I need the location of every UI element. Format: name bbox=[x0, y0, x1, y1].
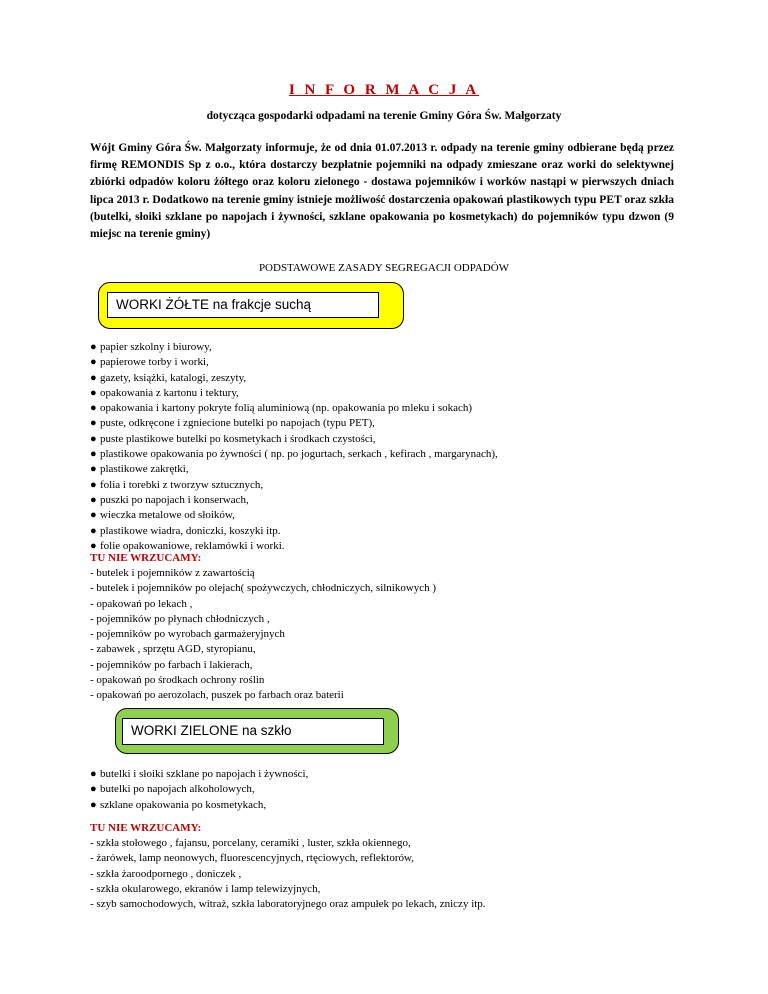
list-item: ● puste plastikowe butelki po kosmetykach i środkach czystości, bbox=[90, 432, 498, 447]
bullet-icon: ● bbox=[90, 402, 97, 415]
bullet-icon: ● bbox=[90, 432, 97, 445]
list-item: ● plastikowe opakowania po żywności ( np. po jogurtach, serkach , kefirach , margarynach), bbox=[90, 447, 498, 462]
bullet-icon: ● bbox=[90, 509, 97, 522]
yellow-bags-badge bbox=[98, 282, 404, 329]
list-item: ● papier szkolny i biurowy, bbox=[90, 340, 498, 355]
list-item: ● butelki i słoiki szklane po napojach i żywności, bbox=[90, 767, 308, 782]
page-subtitle: dotycząca gospodarki odpadami na terenie Gminy Góra Św. Małgorzaty bbox=[206, 110, 562, 122]
list-item: ● folie opakowaniowe, reklamówki i worki. bbox=[90, 539, 498, 554]
bullet-icon: ● bbox=[90, 417, 97, 430]
list-item: - pojemników po płynach chłodniczych , bbox=[90, 612, 270, 625]
section-heading: PODSTAWOWE ZASADY SEGREGACJI ODPADÓW bbox=[258, 262, 510, 274]
list-item: - szkła żaroodpornego , doniczek , bbox=[90, 867, 242, 880]
list-item: - szkła okularowego, ekranów i lamp telewizyjnych, bbox=[90, 882, 321, 895]
list-item: ● puszki po napojach i konserwach, bbox=[90, 493, 498, 508]
list-item: ● papierowe torby i worki, bbox=[90, 355, 498, 370]
green-bags-list bbox=[90, 767, 308, 813]
list-item: ● wieczka metalowe od słoików, bbox=[90, 508, 498, 523]
list-item: ● folia i torebki z tworzyw sztucznych, bbox=[90, 478, 498, 493]
bullet-icon: ● bbox=[90, 493, 97, 506]
bullet-icon: ● bbox=[90, 371, 97, 384]
bullet-icon: ● bbox=[90, 341, 97, 353]
bullet-icon: ● bbox=[90, 463, 97, 476]
bullet-icon: ● bbox=[90, 539, 97, 552]
list-item: - opakowań po środkach ochrony roślin bbox=[90, 674, 265, 687]
page-title: I N F O R M A C J A bbox=[288, 82, 480, 98]
bullet-icon: ● bbox=[90, 448, 97, 461]
yellow-not-allowed-list bbox=[90, 566, 436, 704]
yellow-not-allowed-heading: TU NIE WRZUCAMY: bbox=[90, 552, 202, 564]
list-item: ● opakowania z kartonu i tektury, bbox=[90, 386, 498, 401]
list-item: ● szklane opakowania po kosmetykach, bbox=[90, 798, 308, 813]
list-item: - opakowań po aerozolach, puszek po farbach oraz baterii bbox=[90, 689, 344, 702]
list-item: - zabawek , sprzętu AGD, styropianu, bbox=[90, 643, 256, 656]
green-bags-badge-label: WORKI ZIELONE na szkło bbox=[122, 718, 384, 745]
list-item: ● plastikowe zakrętki, bbox=[90, 462, 498, 477]
bullet-icon: ● bbox=[90, 356, 97, 369]
list-item: ● gazety, książki, katalogi, zeszyty, bbox=[90, 371, 498, 386]
green-not-allowed-heading: TU NIE WRZUCAMY: bbox=[90, 822, 202, 834]
bullet-icon: ● bbox=[90, 798, 97, 811]
green-bags-badge bbox=[115, 708, 399, 754]
intro-paragraph: Wójt Gminy Góra Św. Małgorzaty informuje, że od dnia 01.07.2013 r. odpady na terenie gminy odbierane będą przez firmę REMONDIS Sp z o.o., która dostarczy bezpłatnie pojemniki na odpady zmieszane oraz worki do selektywnej zbiórki odpadów koloru żółtego oraz koloru zielonego - dostawa pojemników i worków nastąpi w pierwszych dniach lipca 2013 r. Dodatkowo na terenie gminy istnieje możliwość dostarczenia opakowań plastikowych typu PET oraz szkła (butelki, słoiki szklane po napojach i żywności, szklane opakowania po kosmetykach) do pojemników typu dzwon (9 miejsc na terenie gminy) bbox=[90, 142, 674, 241]
list-item: - pojemników po farbach i lakierach, bbox=[90, 658, 253, 671]
list-item: ● butelki po napojach alkoholowych, bbox=[90, 782, 308, 797]
bullet-icon: ● bbox=[90, 478, 97, 491]
list-item: ● opakowania i kartony pokryte folią aluminiową (np. opakowania po mleku i sokach) bbox=[90, 401, 498, 416]
list-item: - szkła stołowego , fajansu, porcelany, ceramiki , luster, szkła okiennego, bbox=[90, 837, 411, 849]
yellow-bags-badge-label: WORKI ŻÓŁTE na frakcje suchą bbox=[107, 292, 379, 318]
bullet-icon: ● bbox=[90, 768, 97, 780]
list-item: - pojemników po wyrobach garmażeryjnych bbox=[90, 628, 285, 641]
bullet-icon: ● bbox=[90, 386, 97, 399]
list-item: - butelek i pojemników po olejach( spożywczych, chłodniczych, silnikowych ) bbox=[90, 582, 437, 595]
list-item: - żarówek, lamp neonowych, fluorescencyjnych, rtęciowych, reflektorów, bbox=[90, 852, 414, 865]
list-item: - szyb samochodowych, witraż, szkła laboratoryjnego oraz ampułek po lekach, zniczy itp. bbox=[90, 898, 486, 911]
list-item: ● puste, odkręcone i zgniecione butelki po napojach (typu PET), bbox=[90, 416, 498, 431]
green-not-allowed-list bbox=[90, 836, 486, 912]
bullet-icon: ● bbox=[90, 783, 97, 796]
bullet-icon: ● bbox=[90, 524, 97, 537]
list-item: - butelek i pojemników z zawartością bbox=[90, 567, 255, 579]
list-item: ● plastikowe wiadra, doniczki, koszyki itp. bbox=[90, 524, 498, 539]
yellow-bags-list bbox=[90, 340, 498, 554]
list-item: - opakowań po lekach , bbox=[90, 597, 193, 610]
